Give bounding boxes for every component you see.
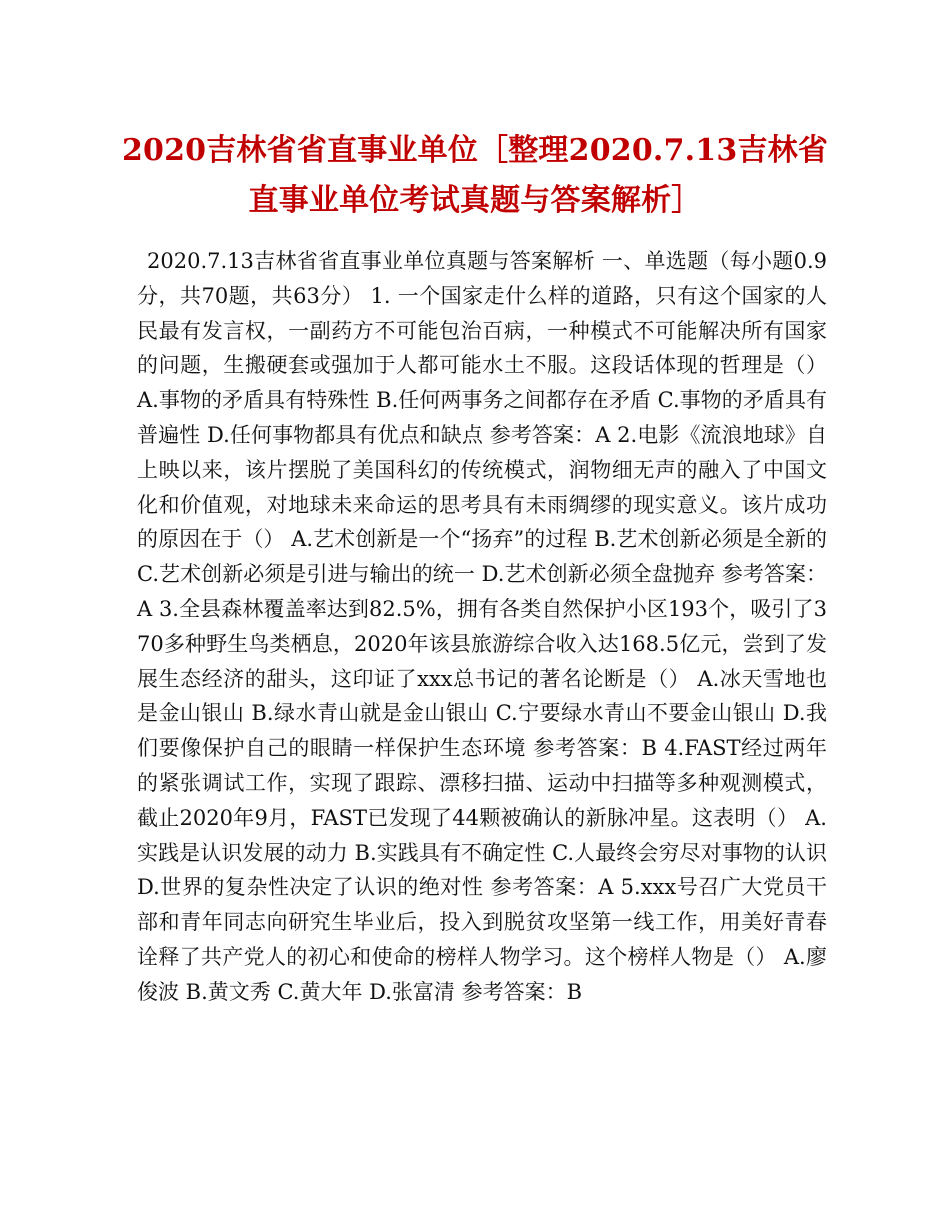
document-body-text: 2020.7.13吉林省省直事业单位真题与答案解析 一、单选题（每小题0.9分，共70题，共63分） 1. 一个国家走什么样的道路，只有这个国家的人民最有发言权，一副药方不可能包治百病，一种模式不可能解决所有国家的问题，生搬硬套或强加于人都可能水土不服。这段话体现的哲理是（） A.事物的矛盾具有特殊性 B.任何两事务之间都存在矛盾 C.事物的矛盾具有普遍性 D.任何事物都具有优点和缺点 参考答案：A 2.电影《流浪地球》自上映以来，该片摆脱了美国科幻的传统模式，润物细无声的融入了中国文化和价值观，对地球未来命运的思考具有未雨绸缪的现实意义。该片成功的原因在于（） A.艺术创新是一个“扬弃”的过程 B.艺术创新必须是全新的 C.艺术创新必须是引进与输出的统一 D.艺术创新必须全盘抛弃 参考答案：A 3.全县森林覆盖率达到82.5%，拥有各类自然保护小区193个，吸引了370多种野生鸟类栖息，2020年该县旅游综合收入达168.5亿元，尝到了发展生态经济的甜头，这印证了xxx总书记的著名论断是（） A.冰天雪地也是金山银山 B.绿水青山就是金山银山 C.宁要绿水青山不要金山银山 D.我们要像保护自己的眼睛一样保护生态环境 参考答案：B 4.FAST经过两年的紧张调试工作，实现了跟踪、漂移扫描、运动中扫描等多种观测模式，截止2020年9月，FAST已发现了44颗被确认的新脉冲星。这表明（） A.实践是认识发展的动力 B.实践具有不确定性 C.人最终会穷尽对事物的认识 D.世界的复杂性决定了认识的绝对性 参考答案：A 5.xxx号召广大党员干部和青年同志向研究生毕业后，投入到脱贫攻坚第一线工作，用美好青春诠释了共产党人的初心和使命的榜样人物学习。这个榜样人物是（） A.廖俊波 B.黄文秀 C.黄大年 D.张富清 参考答案：B: [137, 249, 827, 1004]
document-title: 2020吉林省省直事业单位［整理2020.7.13吉林省直事业单位考试真题与答案解析］: [121, 133, 829, 218]
